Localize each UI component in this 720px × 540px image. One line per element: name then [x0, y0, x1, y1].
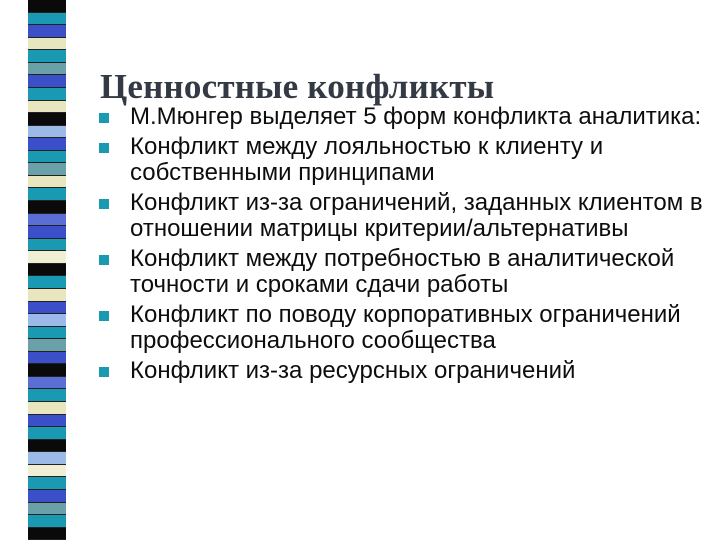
bullet-text: М.Мюнгер выделяет 5 форм конфликта аналитика: — [130, 103, 702, 130]
strip-band — [28, 327, 66, 340]
square-bullet-icon — [99, 367, 109, 377]
strip-band — [28, 239, 66, 252]
strip-band — [28, 276, 66, 289]
strip-band — [28, 201, 66, 214]
strip-band — [28, 515, 66, 528]
strip-band — [28, 113, 66, 126]
strip-band — [28, 452, 66, 465]
bullet-text: Конфликт из-за ресурсных ограничений — [130, 357, 576, 384]
strip-band — [28, 188, 66, 201]
bullet-item — [90, 302, 710, 354]
strip-band — [28, 440, 66, 453]
bullet-text: Конфликт по поводу корпоративных ограничений профессионального сообщества — [130, 301, 681, 354]
strip-band — [28, 415, 66, 428]
square-bullet-icon — [99, 143, 109, 153]
strip-band — [28, 503, 66, 516]
bullet-item — [90, 134, 710, 186]
strip-band — [28, 251, 66, 264]
strip-band — [28, 528, 66, 540]
strip-band — [28, 0, 66, 13]
square-bullet-icon — [99, 199, 109, 209]
strip-band — [28, 389, 66, 402]
bullet-item — [90, 104, 710, 130]
decorative-side-strip — [28, 0, 66, 540]
slide-title: Ценностные конфликты — [100, 67, 495, 107]
bullet-item — [90, 190, 710, 242]
strip-band — [28, 126, 66, 139]
strip-band — [28, 226, 66, 239]
strip-band — [28, 477, 66, 490]
bullet-item — [90, 246, 710, 298]
strip-band — [28, 490, 66, 503]
strip-band — [28, 151, 66, 164]
strip-band — [28, 339, 66, 352]
strip-band — [28, 163, 66, 176]
strip-band — [28, 13, 66, 26]
bullet-text: Конфликт между потребностью в аналитической точности и сроками сдачи работы — [130, 245, 675, 298]
strip-band — [28, 289, 66, 302]
square-bullet-icon — [99, 255, 109, 265]
strip-band — [28, 465, 66, 478]
strip-band — [28, 176, 66, 189]
strip-band — [28, 25, 66, 38]
strip-band — [28, 377, 66, 390]
strip-band — [28, 364, 66, 377]
square-bullet-icon — [99, 113, 109, 123]
square-bullet-icon — [99, 311, 109, 321]
strip-band — [28, 138, 66, 151]
strip-band — [28, 402, 66, 415]
strip-band — [28, 314, 66, 327]
strip-band — [28, 63, 66, 76]
bullet-text: Конфликт из-за ограничений, заданных клиентом в отношении матрицы критерии/альтернативы — [130, 189, 703, 242]
bullet-list — [90, 104, 710, 388]
strip-band — [28, 352, 66, 365]
strip-band — [28, 214, 66, 227]
bullet-text: Конфликт между лояльностью к клиенту и собственными принципами — [130, 133, 604, 186]
strip-band — [28, 264, 66, 277]
strip-band — [28, 38, 66, 51]
strip-band — [28, 302, 66, 315]
strip-band — [28, 427, 66, 440]
strip-band — [28, 88, 66, 101]
strip-band — [28, 75, 66, 88]
bullet-item — [90, 358, 710, 384]
strip-band — [28, 50, 66, 63]
strip-band — [28, 101, 66, 114]
